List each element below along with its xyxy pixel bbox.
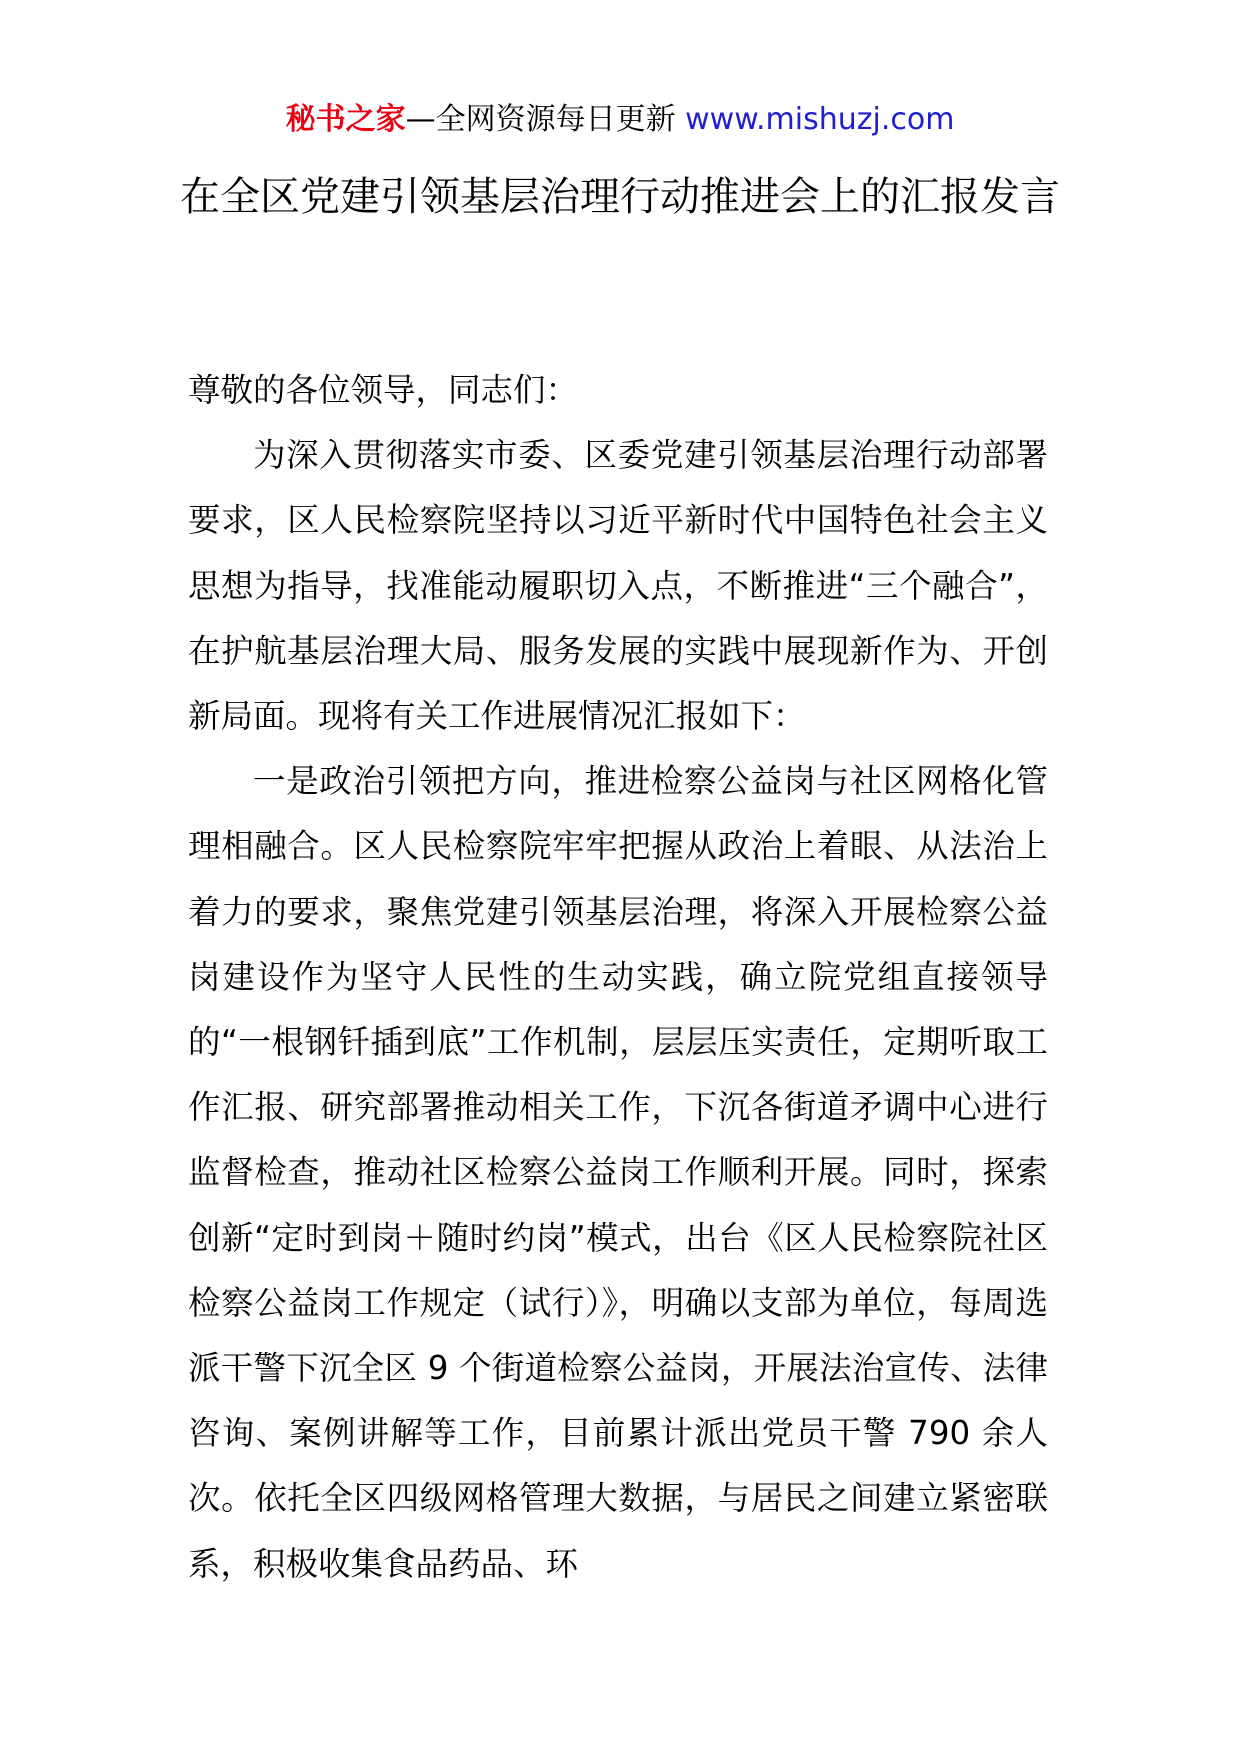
site-url-link[interactable]: www.mishuzj.com <box>685 102 955 137</box>
body-paragraph: 一是政治引领把方向，推进检察公益岗与社区网格化管理相融合。区人民检察院牢牢把握从政治上着眼、从法治上着力的要求，聚焦党建引领基层治理，将深入开展检察公益岗建设作为坚守人民性的生动实践，确立院党组直接领导的“一根钢钎插到底”工作机制，层层压实责任，定期听取工作汇报、研究部署推动相关工作，下沉各街道矛调中心进行监督检查，推动社区检察公益岗工作顺利开展。同时，探索创新“定时到岗＋随时约岗”模式，出台《区人民检察院社区检察公益岗工作规定（试行）》，明确以支部为单位，每周选派干警下沉全区 9 个街道检察公益岗，开展法治宣传、法律咨询、案例讲解等工作，目前累计派出党员干警 790 余人次。依托全区四级网格管理大数据，与居民之间建立紧密联系，积极收集食品药品、环 <box>188 762 1048 1583</box>
header-tagline: —全网资源每日更新 <box>405 102 686 137</box>
brand-name: 秘书之家 <box>285 102 406 137</box>
body-paragraph: 为深入贯彻落实市委、区委党建引领基层治理行动部署要求，区人民检察院坚持以习近平新时代中国特色社会主义思想为指导，找准能动履职切入点，不断推进“三个融合”，在护航基层治理大局、服务发展的实践中展现新作为、开创新局面。现将有关工作进展情况汇报如下： <box>188 436 1048 736</box>
document-body <box>188 358 1048 1597</box>
site-header <box>0 100 1240 140</box>
salutation: 尊敬的各位领导，同志们： <box>188 371 579 409</box>
document-title: 在全区党建引领基层治理行动推进会上的汇报发言 <box>180 174 1060 220</box>
